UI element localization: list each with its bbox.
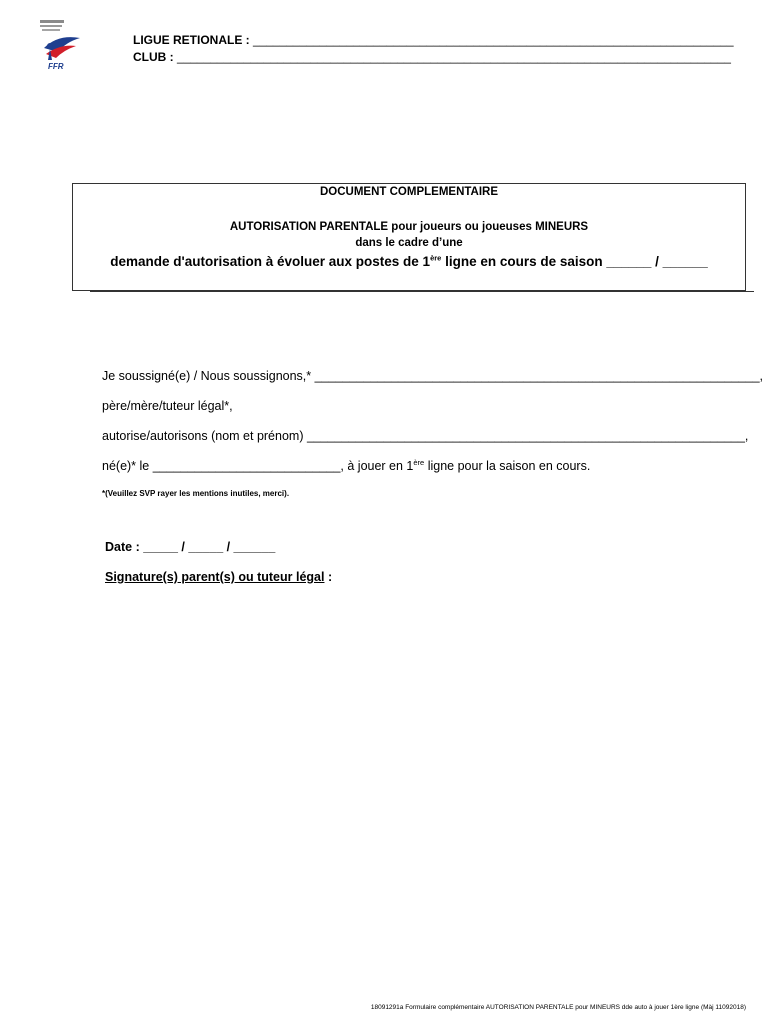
footer-reference: 18091291a Formulaire complémentaire AUTORISATION PARENTALE pour MINEURS dde auto à jouer 1ère ligne (Màj 11092018)	[370, 1004, 746, 1011]
box-context-text: dans le cadre d’une	[355, 237, 463, 249]
birthdate-sup: ère	[413, 457, 425, 467]
authorize-line[interactable]: autorise/autorisons (nom et prénom) _______________________________________________________________,	[102, 429, 749, 443]
club-field[interactable]: ___________________________________________________________________________________	[177, 50, 731, 64]
request-sup: ère	[430, 253, 442, 263]
birthdate-line[interactable]	[102, 459, 590, 473]
box-title: DOCUMENT COMPLEMENTAIRE	[319, 186, 499, 198]
box-context	[72, 237, 746, 249]
birthdate-prefix: né(e)* le ___________________________, à jouer en 1	[102, 459, 414, 473]
ligue-field[interactable]: ________________________________________________________________________	[253, 33, 734, 47]
signature-line[interactable]	[105, 570, 332, 584]
box-underline	[90, 291, 754, 292]
club-label: CLUB :	[133, 50, 174, 64]
guardian-line: père/mère/tuteur légal*,	[102, 399, 233, 413]
birthdate-suffix: ligne pour la saison en cours.	[424, 459, 591, 473]
ligue-line	[133, 33, 734, 47]
club-line	[133, 50, 731, 64]
request-prefix: demande d'autorisation à évoluer aux postes de 1	[110, 254, 431, 269]
date-field[interactable]: Date : _____ / _____ / ______	[105, 540, 276, 554]
ligue-label: LIGUE RETIONALE :	[133, 33, 250, 47]
strike-note: *(Veuillez SVP rayer les mentions inutiles, merci).	[102, 489, 290, 498]
undersigned-line[interactable]: Je soussigné(e) / Nous soussignons,* ________________________________________________________________,	[102, 369, 764, 383]
box-request	[72, 254, 746, 269]
request-suffix: ligne en cours de saison ______ / ______	[441, 254, 708, 269]
signature-label: Signature(s) parent(s) ou tuteur légal	[105, 570, 325, 584]
box-subtitle: AUTORISATION PARENTALE pour joueurs ou joueuses MINEURS	[229, 221, 589, 233]
logo-caption: FFR	[48, 62, 64, 71]
signature-colon: :	[324, 570, 333, 584]
ffr-logo	[36, 18, 84, 74]
